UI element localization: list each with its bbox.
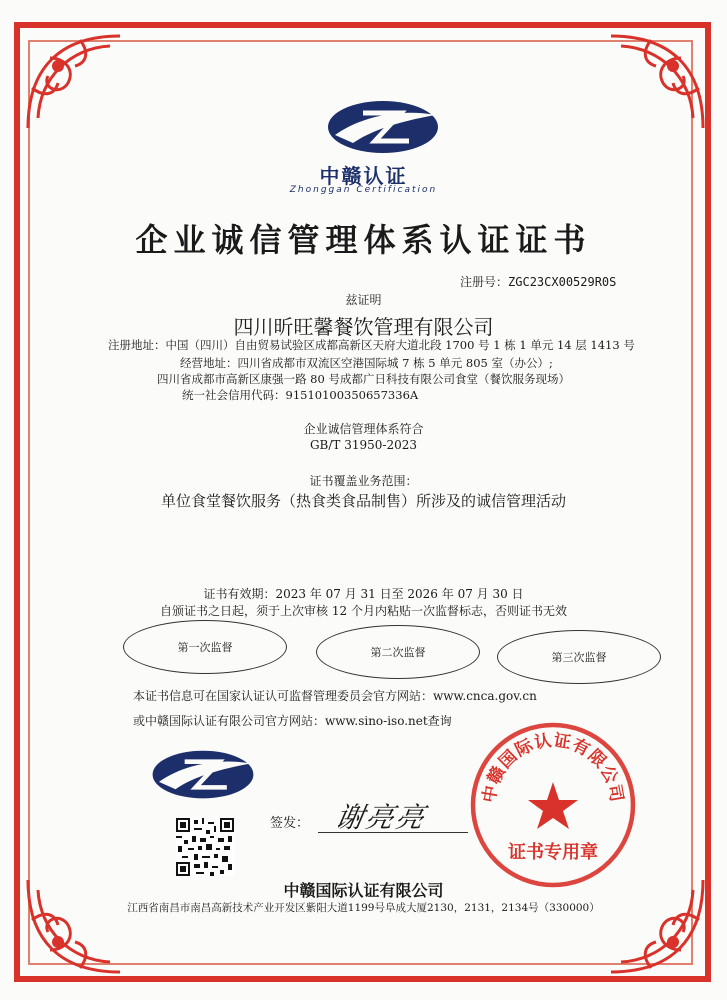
business-scope: 单位食堂餐饮服务（热食类食品制售）所涉及的诚信管理活动 [160,492,566,510]
issuer-address: 江西省南昌市南昌高新技术产业开发区紫阳大道1199号阜成大厦2130，2131，2134号（330000） [127,902,600,914]
official-seal [468,720,638,890]
registration-number: 注册号：ZGC23CX00529R0S [460,275,617,289]
signature: 谢亮亮 [332,801,429,834]
validity-note: 自颁证书之日起，须于上次审核 12 个月内粘贴一次监督标志，否则证书无效 [160,604,567,618]
credit-code: 统一社会信用代码：91510100350657336A [182,388,419,402]
svg-text:中赣国际认证有限公司: 中赣国际认证有限公司 [479,730,627,805]
supervision-stamp-2: 第二次监督 [316,625,480,679]
website-cnca: 本证书信息可在国家认证认可监督管理委员会官方网站：www.cnca.gov.cn [133,689,537,703]
supervision-stamp-3: 第三次监督 [497,630,661,684]
corner-ornament-top-left [20,28,130,138]
seal-bottom-text: 证书专用章 [508,842,598,863]
corner-ornament-top-right [601,28,711,138]
issuer-name: 中赣国际认证有限公司 [283,881,444,900]
business-address-2: 四川省成都市高新区康强一路 80 号成都广日科技有限公司食堂（餐饮服务现场） [157,372,570,386]
qr-code [176,818,234,876]
sign-label: 签发： [270,816,310,831]
issuer-logo [148,745,258,810]
validity-period: 证书有效期：2023 年 07 月 31 日至 2026 年 07 月 30 日 [203,587,524,601]
certificate-title: 企业诚信管理体系认证证书 [135,221,592,259]
website-sino-iso: 或中赣国际认证有限公司官方网站：www.sino-iso.net查询 [133,714,452,728]
certify-label: 兹证明 [345,293,382,307]
company-name: 四川昕旺馨餐饮管理有限公司 [233,315,494,339]
conformity-label: 企业诚信管理体系符合 [303,422,424,436]
standard-code: GB/T 31950-2023 [309,438,418,452]
registered-address: 注册地址：中国（四川）自由贸易试验区成都高新区天府大道北段 1700 号 1 栋 1 单元 14 层 1413 号 [108,338,635,352]
signature-line [318,832,468,833]
scope-label: 证书覆盖业务范围： [309,474,418,488]
business-address: 经营地址：四川省成都市双流区空港国际城 7 栋 5 单元 805 室（办公）; [180,356,553,370]
brand-name-en: Zhonggan Certification [289,185,438,195]
brand-name-cn: 中赣认证 [319,164,408,188]
brand-logo [323,95,443,160]
supervision-stamp-1: 第一次监督 [123,620,287,674]
